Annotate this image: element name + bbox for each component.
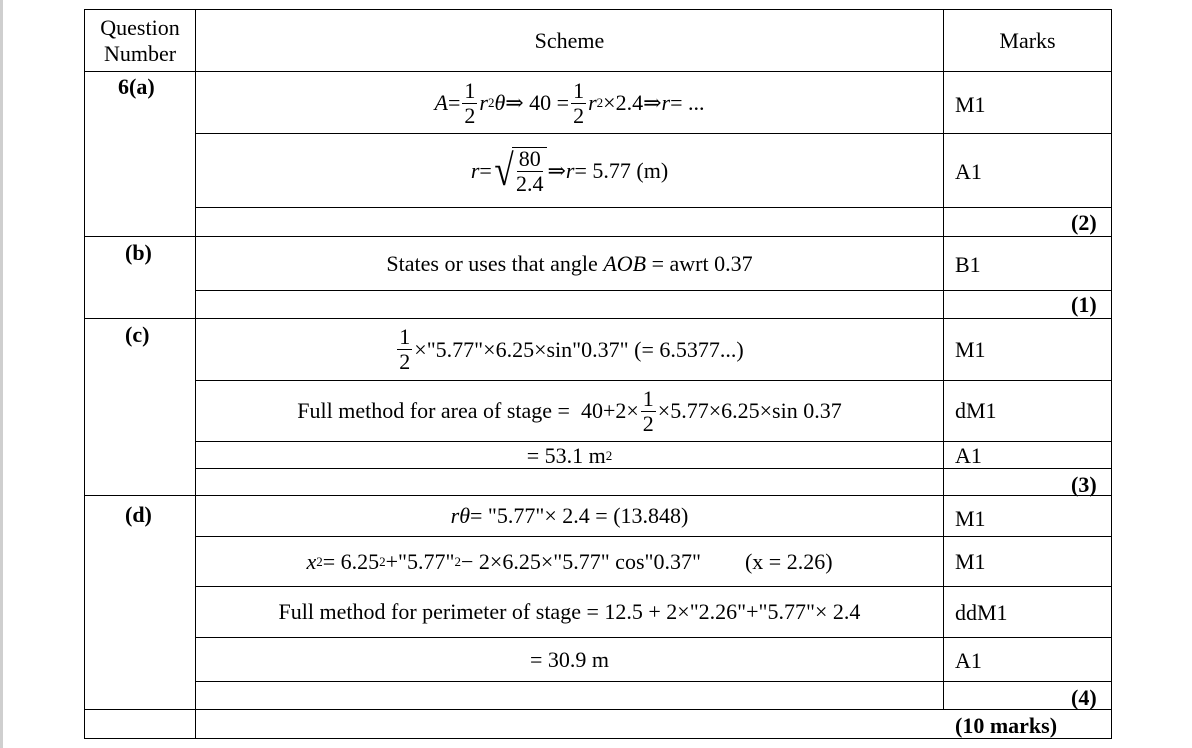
math-text: ⇒ 40 =: [505, 90, 570, 115]
header-scheme: Scheme: [534, 28, 605, 53]
numerator: 80: [518, 145, 541, 171]
math-op: ⇒: [547, 157, 566, 183]
fraction: [514, 145, 546, 196]
math-text: = ...: [670, 90, 705, 115]
scheme-d-line3: [196, 587, 943, 637]
scheme-c-line3: [196, 442, 943, 469]
denominator: 2: [464, 102, 476, 128]
denominator: 2: [642, 410, 654, 436]
numerator: 1: [464, 77, 476, 103]
math-var: AOB: [603, 250, 647, 276]
mark-d-3: ddM1: [955, 600, 1008, 625]
page-left-edge: [0, 0, 3, 748]
mark-b-1: B1: [955, 252, 981, 277]
math-text: (x = 2.26): [744, 549, 833, 574]
scheme-d-line4: = 30.9 m: [529, 646, 610, 672]
mark-d-2: M1: [955, 549, 986, 574]
exponent: 2: [316, 554, 323, 569]
radicand: [512, 147, 548, 195]
part-label-b: (b): [125, 240, 152, 265]
header-marks: Marks: [999, 28, 1056, 53]
numerator: 1: [573, 77, 585, 103]
exponent: 2: [605, 447, 613, 463]
header-question-line2: Number: [103, 41, 177, 66]
row-divider: [195, 681, 1112, 682]
math-var: r: [661, 90, 671, 115]
mark-c-1: M1: [955, 337, 986, 362]
math-text: = 53.1 m: [526, 442, 606, 468]
math-var: r: [588, 90, 597, 115]
table-border: [84, 9, 85, 739]
math-text: 40+2×: [580, 398, 639, 423]
math-var: θ: [459, 503, 471, 528]
radical-sign: √: [494, 145, 514, 195]
denominator: 2: [573, 102, 585, 128]
scheme-text: Full method for perimeter of stage =: [278, 599, 599, 624]
total-marks: (10 marks): [955, 713, 1058, 738]
scheme-text: States or uses that angle: [386, 250, 598, 276]
math-text: 12.5 + 2×"2.26"+"5.77"× 2.4: [604, 599, 861, 624]
mark-c-2: dM1: [955, 398, 997, 423]
numerator: 1: [642, 385, 654, 411]
subtotal-a: (2): [1071, 210, 1097, 235]
math-op: =: [447, 90, 461, 115]
math-text: = 5.77 (m): [574, 157, 669, 183]
subtotal-c: (3): [1071, 472, 1097, 497]
scheme-a-line1: [196, 73, 943, 133]
scheme-b-line1: [196, 237, 943, 290]
denominator: 2.4: [515, 170, 544, 196]
exponent: 2: [487, 95, 495, 110]
scheme-c-line1: [196, 319, 943, 380]
denominator: 2: [399, 349, 411, 374]
header-question-line1: Question: [100, 15, 180, 40]
fraction: [571, 77, 586, 128]
exponent: 2: [379, 554, 386, 569]
column-divider: [943, 9, 944, 709]
table-border: [1111, 9, 1112, 739]
scheme-a-line2: [196, 134, 943, 207]
part-label-d: (d): [125, 502, 152, 527]
row-divider: [195, 207, 1112, 208]
math-var: r: [450, 503, 460, 528]
math-text: +"5.77": [385, 549, 455, 574]
scheme-text: = awrt 0.37: [651, 250, 753, 276]
math-text: = "5.77"× 2.4 = (13.848): [470, 503, 689, 528]
exponent: 2: [596, 95, 604, 110]
math-var: r: [479, 90, 488, 115]
fraction: [397, 326, 412, 373]
fraction: [462, 77, 477, 128]
math-var: A: [434, 90, 448, 115]
scheme-d-line1: [196, 496, 943, 536]
math-text: ×"5.77"×6.25×sin"0.37" (= 6.5377...): [414, 336, 744, 362]
subtotal-b: (1): [1071, 292, 1097, 317]
scheme-text: Full method for area of stage =: [297, 398, 570, 423]
part-label-c: (c): [125, 322, 150, 347]
scheme-d-line2: [196, 537, 943, 587]
square-root: [492, 147, 548, 195]
numerator: 1: [399, 324, 411, 349]
row-divider: [195, 290, 1112, 291]
math-var: x: [306, 549, 317, 574]
math-var: r: [565, 157, 575, 183]
exponent: 2: [454, 554, 461, 569]
math-op: =: [479, 157, 492, 183]
mark-d-1: M1: [955, 506, 986, 531]
mark-c-3: A1: [955, 443, 982, 468]
math-text: ×5.77×6.25×sin 0.37: [657, 398, 842, 423]
header-question-number: [85, 10, 195, 72]
mark-a-1: M1: [955, 92, 986, 117]
math-text: ×2.4⇒: [603, 90, 662, 115]
math-var: θ: [494, 90, 506, 115]
subtotal-d: (4): [1071, 685, 1097, 710]
math-var: r: [470, 157, 480, 183]
question-number: 6(a): [118, 74, 155, 99]
mark-d-4: A1: [955, 648, 982, 673]
row-divider: [84, 709, 1112, 710]
math-text: = 6.25: [322, 549, 380, 574]
math-text: − 2×6.25×"5.77" cos"0.37": [461, 549, 701, 574]
fraction: [641, 385, 656, 436]
mark-a-2: A1: [955, 159, 982, 184]
scheme-c-line2: [196, 381, 943, 441]
